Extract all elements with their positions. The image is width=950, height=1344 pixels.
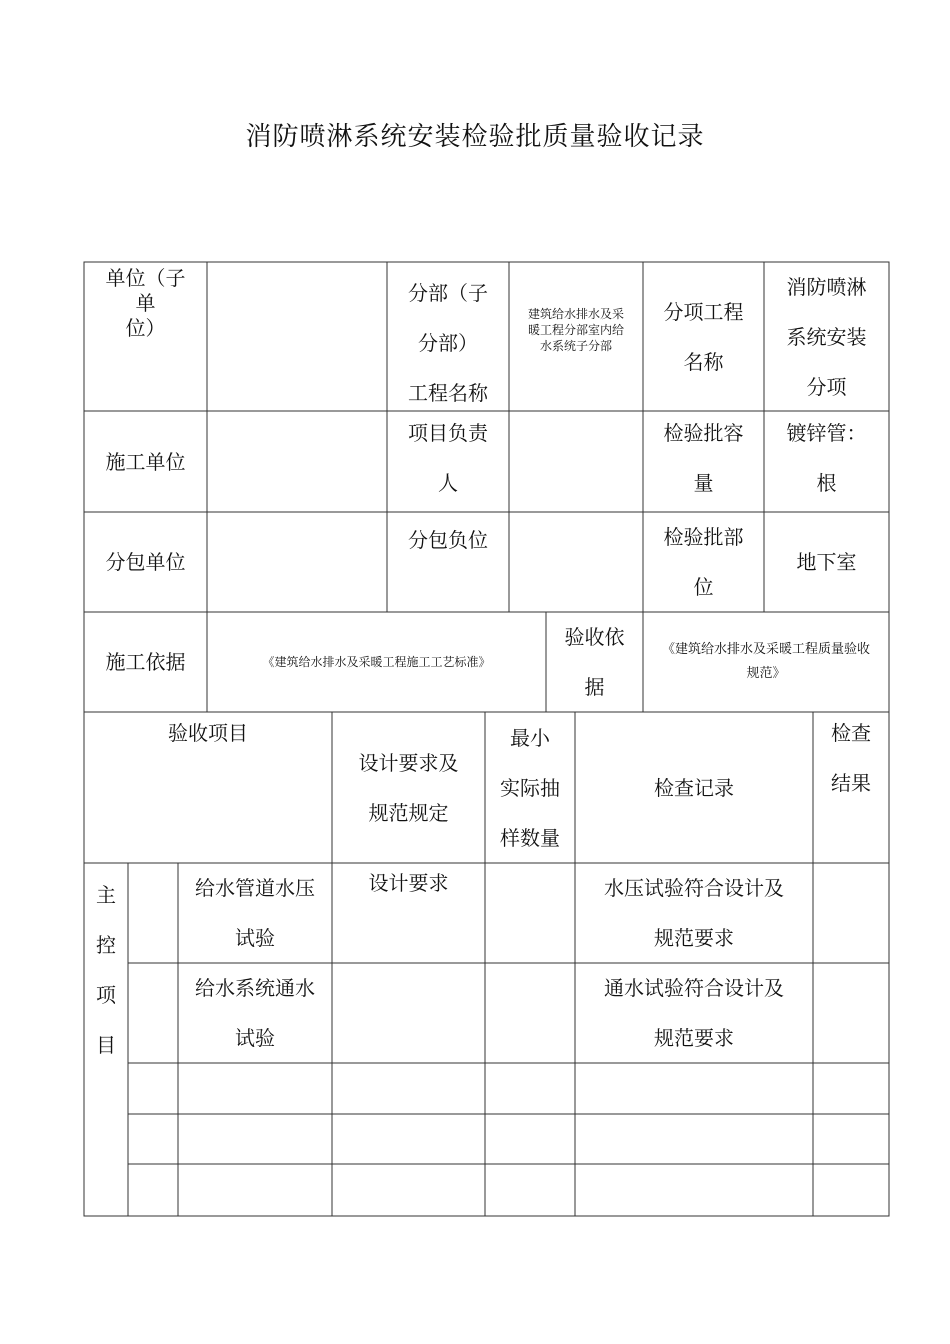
batch-location-label-text: 检验批部 位 xyxy=(663,525,744,599)
construction-basis-label xyxy=(84,612,207,712)
subcontract-manager-label-text: 分包负位 xyxy=(408,528,488,552)
page-title: 消防喷淋系统安装检验批质量验收记录 xyxy=(245,122,705,152)
main-row-1-item xyxy=(178,863,332,963)
col-header-sample xyxy=(485,712,575,863)
unit-label-text: 单位（子 单 位） xyxy=(105,266,186,340)
acceptance-basis-value xyxy=(643,612,889,712)
main-row-2-result[interactable] xyxy=(813,963,889,1063)
construction-basis-value xyxy=(207,612,546,712)
col-header-item-text: 验收项目 xyxy=(168,721,248,745)
contractor-label xyxy=(84,411,207,512)
main-row-2-design[interactable] xyxy=(332,963,485,1063)
main-row-1-record xyxy=(575,863,813,963)
col-header-result-text: 检查 结果 xyxy=(831,721,871,795)
main-row-1-sample[interactable] xyxy=(485,863,575,963)
main-control-label xyxy=(84,870,128,1216)
acceptance-basis-label-text: 验收依 据 xyxy=(564,625,625,699)
col-header-result xyxy=(813,708,889,863)
construction-basis-value-text: 《建筑给水排水及采暖工程施工工艺标准》 xyxy=(262,655,491,669)
col-header-item xyxy=(84,708,332,863)
main-row-1-design xyxy=(332,858,485,963)
project-manager-label-text: 项目负责 人 xyxy=(408,421,488,495)
col-header-sample-text: 最小 实际抽 样数量 xyxy=(500,725,560,850)
subcontractor-value[interactable] xyxy=(207,512,387,612)
acceptance-basis-value-text: 《建筑给水排水及采暖工程质量验收 规范》 xyxy=(661,642,870,681)
main-row-1-result[interactable] xyxy=(813,863,889,963)
subcontractor-label-text: 分包单位 xyxy=(105,550,186,574)
subitem-value xyxy=(764,262,889,411)
contractor-label-text: 施工单位 xyxy=(105,449,186,474)
main-row-1-design-text: 设计要求 xyxy=(368,871,449,895)
col-header-design-text: 设计要求及 规范规定 xyxy=(358,750,459,825)
contractor-value[interactable] xyxy=(207,411,387,512)
project-manager-label xyxy=(387,408,509,512)
subitem-label-text: 分项工程 名称 xyxy=(663,299,744,374)
col-header-record-text: 检查记录 xyxy=(654,775,734,800)
unit-value[interactable] xyxy=(207,262,387,411)
subdivision-label xyxy=(387,268,509,411)
project-manager-value[interactable] xyxy=(509,411,643,512)
subitem-value-text: 消防喷淋 系统安装 分项 xyxy=(786,274,867,399)
batch-capacity-value-text: 镀锌管： 根 xyxy=(786,421,867,495)
col-header-design xyxy=(332,712,485,863)
main-row-1-item-text: 给水管道水压 试验 xyxy=(195,876,315,950)
col-header-record xyxy=(575,712,813,863)
main-row-2-item-text: 给水系统通水 试验 xyxy=(195,976,315,1050)
subitem-label xyxy=(643,262,764,411)
main-row-2-sample[interactable] xyxy=(485,963,575,1063)
batch-location-label xyxy=(643,512,764,612)
subdivision-label-text: 分部（子 分部） 工程名称 xyxy=(408,281,488,405)
subcontractor-label xyxy=(84,512,207,612)
subcontract-manager-value[interactable] xyxy=(509,512,643,612)
batch-location-value xyxy=(764,512,889,612)
batch-capacity-label xyxy=(643,408,764,512)
main-row-2-record xyxy=(575,963,813,1063)
subcontract-manager-label xyxy=(387,515,509,612)
acceptance-basis-label xyxy=(546,612,643,712)
main-row-2-item xyxy=(178,963,332,1063)
subdivision-value xyxy=(509,300,643,360)
main-control-label-text: 主 控 项 目 xyxy=(96,883,116,1057)
batch-capacity-label-text: 检验批容 量 xyxy=(663,421,744,495)
batch-location-value-text: 地下室 xyxy=(796,550,857,574)
batch-capacity-value xyxy=(764,408,889,512)
main-row-1-record-text: 水压试验符合设计及 规范要求 xyxy=(604,876,784,950)
construction-basis-label-text: 施工依据 xyxy=(105,650,186,674)
subdivision-value-text: 建筑给水排水及采 暖工程分部室内给 水系统子分部 xyxy=(527,307,624,353)
main-row-2-record-text: 通水试验符合设计及 规范要求 xyxy=(604,976,784,1050)
unit-label xyxy=(84,266,207,411)
